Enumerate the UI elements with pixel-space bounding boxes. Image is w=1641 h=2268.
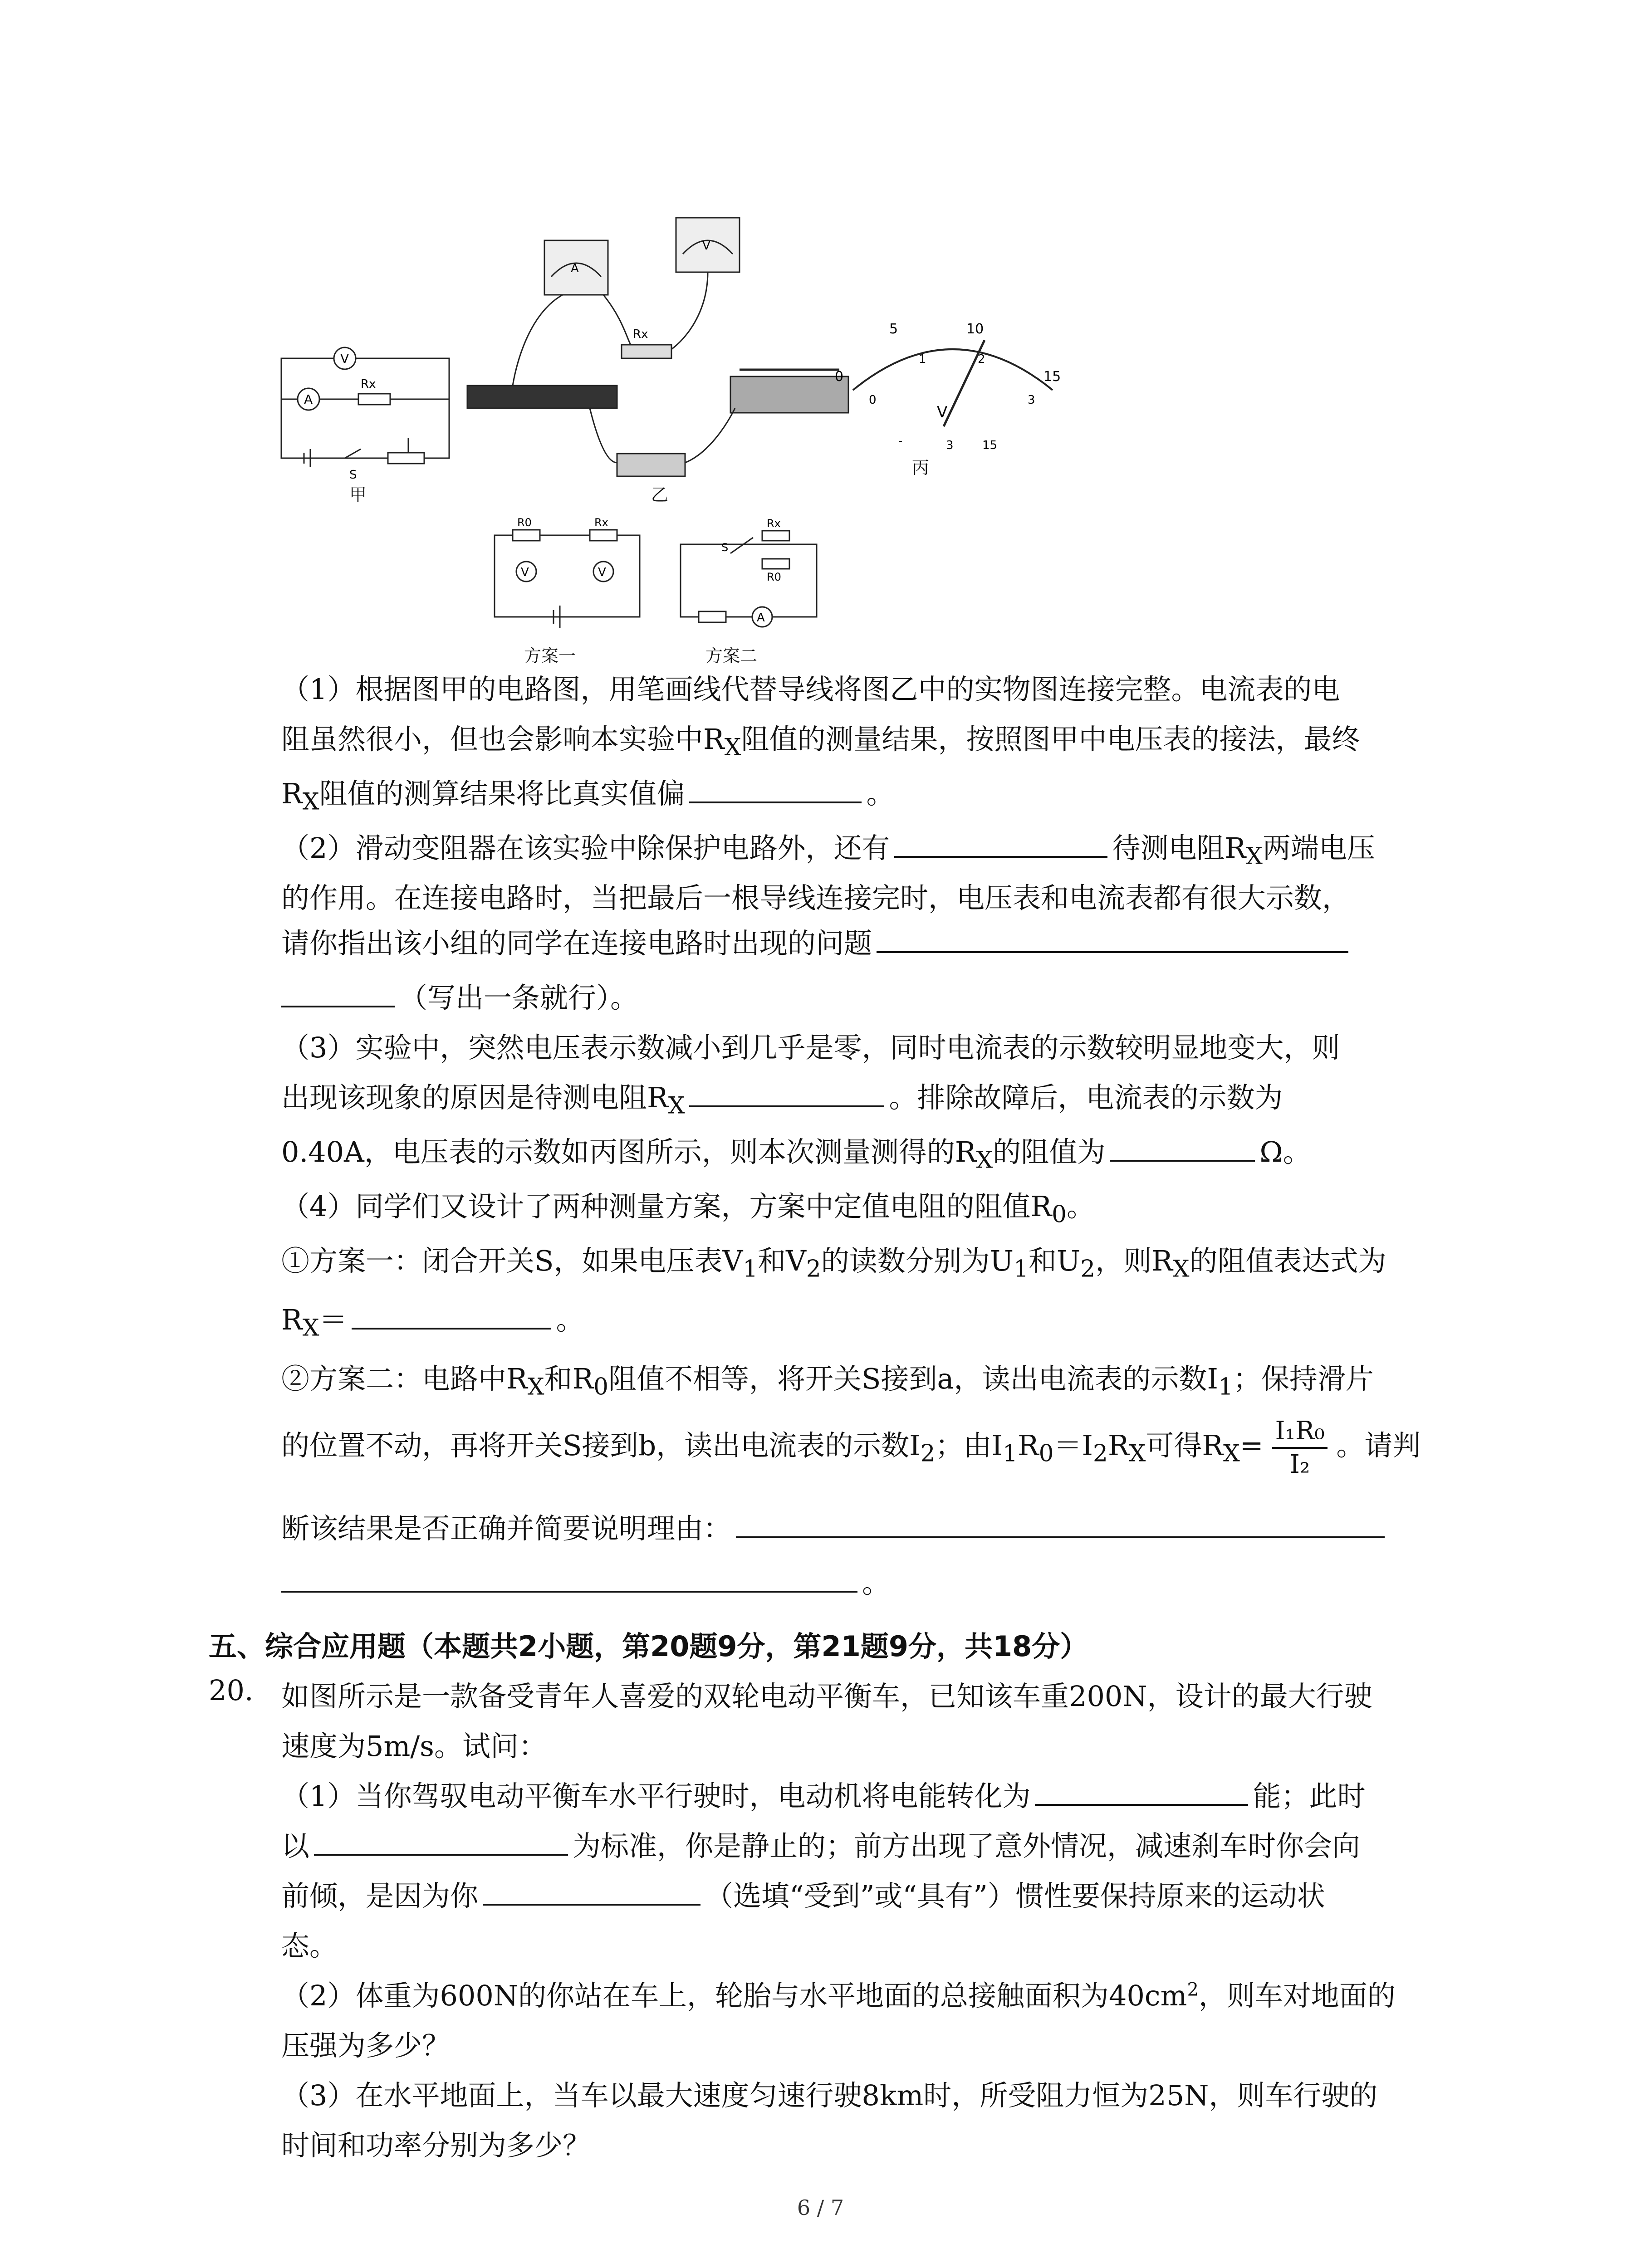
- q19-part4-line5: 的位置不动，再将开关S接到b，读出电流表的示数$I_2$；由$I_1R_0=I_2R_X$可得$R_X=$ $\frac{\text{I₁R₀}}{\text{I₂}}$ 。请判: [281, 1415, 1421, 1481]
- section-heading: 五、综合应用题（本题共2小题，第20题9分，第21题9分，共18分）: [209, 1630, 1088, 1663]
- q19-part4-line7: 。: [281, 1560, 890, 1601]
- answer-blank[interactable]: [1035, 1777, 1248, 1806]
- q19-part3-line1: （3）实验中，突然电压表示数减小到几乎是零，同时电流表的示数较明显地变大，则: [281, 1031, 1340, 1064]
- fraction: $\frac{\text{I₁R₀}}{\text{I₂}}$: [1272, 1415, 1327, 1481]
- answer-blank[interactable]: [483, 1877, 700, 1906]
- rx-label-plan1: Rx: [594, 517, 608, 529]
- figure-label-yi: 乙: [651, 485, 669, 505]
- answer-blank[interactable]: [689, 1078, 884, 1107]
- scale-top-5: 5: [889, 321, 898, 337]
- voltmeter-dial-bing: [826, 290, 1080, 463]
- q19-part2-line1: （2）滑动变阻器在该实验中除保护电路外，还有 待测电阻$R_X$两端电压: [281, 826, 1375, 870]
- switch-label-plan2: S: [721, 541, 729, 554]
- q19-part4-line1: （4）同学们又设计了两种测量方案，方案中定值电阻的阻值$R_0$。: [281, 1190, 1095, 1228]
- terminal-15: 15: [982, 439, 998, 452]
- q20-part1-line4: 态。: [281, 1929, 338, 1962]
- answer-blank[interactable]: [281, 978, 395, 1007]
- scale-top-10: 10: [966, 321, 984, 337]
- rx-label-plan2: Rx: [767, 517, 781, 530]
- svg-text:V: V: [340, 351, 349, 366]
- question-number: 20.: [209, 1674, 254, 1707]
- q20-part2-line1: （2）体重为600N的你站在车上，轮胎与水平地面的总接触面积为$40cm^2$，则车对地面的: [281, 1979, 1396, 2012]
- r0-label-plan1: R0: [517, 517, 532, 529]
- q20-stem-line2: 速度为5m/s。试问：: [281, 1730, 547, 1763]
- figure-label-jia: 甲: [349, 485, 367, 505]
- rx-label-jia: Rx: [361, 377, 376, 391]
- q19-part4-line6: 断该结果是否正确并简要说明理由：: [281, 1506, 1389, 1546]
- scale-bottom-2: 2: [978, 352, 985, 366]
- q20-part1-line1: （1）当你驾驭电动平衡车水平行驶时，电动机将电能转化为 能；此时: [281, 1774, 1365, 1814]
- q19-part3-line2: 出现该现象的原因是待测电阻$R_X$ 。排除故障后，电流表的示数为: [281, 1075, 1283, 1119]
- figures-area: [272, 209, 1452, 685]
- q19-part2-line3: 请你指出该小组的同学在连接电路时出现的问题: [281, 921, 1353, 961]
- scale-bottom-0: 0: [869, 393, 877, 407]
- q20-stem-line1: 如图所示是一款备受青年人喜爱的双轮电动平衡车，已知该车重200N，设计的最大行驶: [281, 1680, 1372, 1713]
- circuit-plan-1: [485, 517, 649, 635]
- scale-top-0: 0: [835, 369, 844, 385]
- page-number: 6 / 7: [797, 2195, 844, 2220]
- answer-blank[interactable]: [352, 1300, 551, 1330]
- svg-text:A: A: [571, 262, 579, 275]
- q19-part1-line2: 阻虽然很小，但也会影响本实验中$R_X$阻值的测量结果，按照图甲中电压表的接法，最终: [281, 723, 1360, 761]
- scale-bottom-1: 1: [919, 352, 926, 366]
- q19-part1-line3: $R_X$阻值的测算结果将比真实值偏 。: [281, 771, 895, 815]
- svg-text:A: A: [757, 611, 765, 625]
- answer-blank[interactable]: [894, 829, 1107, 858]
- q19-part2-line2: 的作用。在连接电路时，当把最后一根导线连接完时，电压表和电流表都有很大示数，: [281, 881, 1351, 914]
- q20-part1-line3: 前倾，是因为你 （选填“受到”或“具有”）惯性要保持原来的运动状: [281, 1873, 1325, 1914]
- circuit-diagram-jia: [272, 345, 463, 494]
- meter-symbol: V: [937, 403, 948, 421]
- circuit-plan-2: [671, 517, 835, 635]
- q19-part4-line4: ②方案二：电路中$R_X$和$R_0$阻值不相等，将开关S接到a，读出电流表的示数$I_1$；保持滑片: [281, 1362, 1374, 1401]
- svg-text:A: A: [304, 392, 313, 407]
- answer-blank[interactable]: [877, 924, 1348, 953]
- answer-blank[interactable]: [689, 774, 862, 803]
- svg-text:V: V: [702, 239, 710, 253]
- q19-part4-line2: ①方案一：闭合开关S，如果电压表$V_1$和$V_2$的读数分别为$U_1$和$U_2$，则$R_X$的阻值表达式为: [281, 1244, 1386, 1283]
- terminal-3: 3: [946, 439, 954, 452]
- plan2-label: 方案二: [705, 646, 758, 666]
- scale-bottom-3: 3: [1028, 393, 1035, 407]
- answer-blank[interactable]: [314, 1827, 568, 1856]
- q19-part3-line3: 0.40A，电压表的示数如丙图所示，则本次测量测得的$R_X$的阻值为 Ω。: [281, 1129, 1311, 1173]
- r0-label-plan2: R0: [767, 571, 781, 583]
- q19-part2-line4: （写出一条就行）。: [281, 975, 638, 1016]
- figure-label-bing: 丙: [912, 458, 930, 478]
- svg-text:V: V: [521, 566, 529, 579]
- apparatus-diagram-yi: [454, 209, 889, 508]
- answer-blank[interactable]: [1110, 1133, 1255, 1162]
- answer-blank[interactable]: [736, 1509, 1385, 1538]
- plan1-label: 方案一: [524, 646, 576, 666]
- q20-part1-line2: 以 为标准，你是静止的；前方出现了意外情况，减速刹车时你会向: [281, 1823, 1360, 1864]
- q20-part2-line2: 压强为多少？: [281, 2029, 451, 2062]
- q19-part1-line1: （1）根据图甲的电路图，用笔画线代替导线将图乙中的实物图连接完整。电流表的电: [281, 673, 1340, 706]
- q19-part4-line3: $R_X=$ 。: [281, 1297, 584, 1341]
- q20-part3-line2: 时间和功率分别为多少？: [281, 2129, 591, 2162]
- rx-label-yi: Rx: [633, 327, 648, 341]
- switch-label-jia: S: [349, 468, 357, 482]
- svg-text:V: V: [598, 566, 606, 579]
- meter-needle: [944, 340, 985, 426]
- q20-part3-line1: （3）在水平地面上，当车以最大速度匀速行驶8km时，所受阻力恒为25N，则车行驶的: [281, 2079, 1378, 2112]
- terminal-minus: -: [898, 434, 903, 448]
- answer-blank[interactable]: [281, 1564, 857, 1593]
- scale-top-15: 15: [1043, 369, 1061, 385]
